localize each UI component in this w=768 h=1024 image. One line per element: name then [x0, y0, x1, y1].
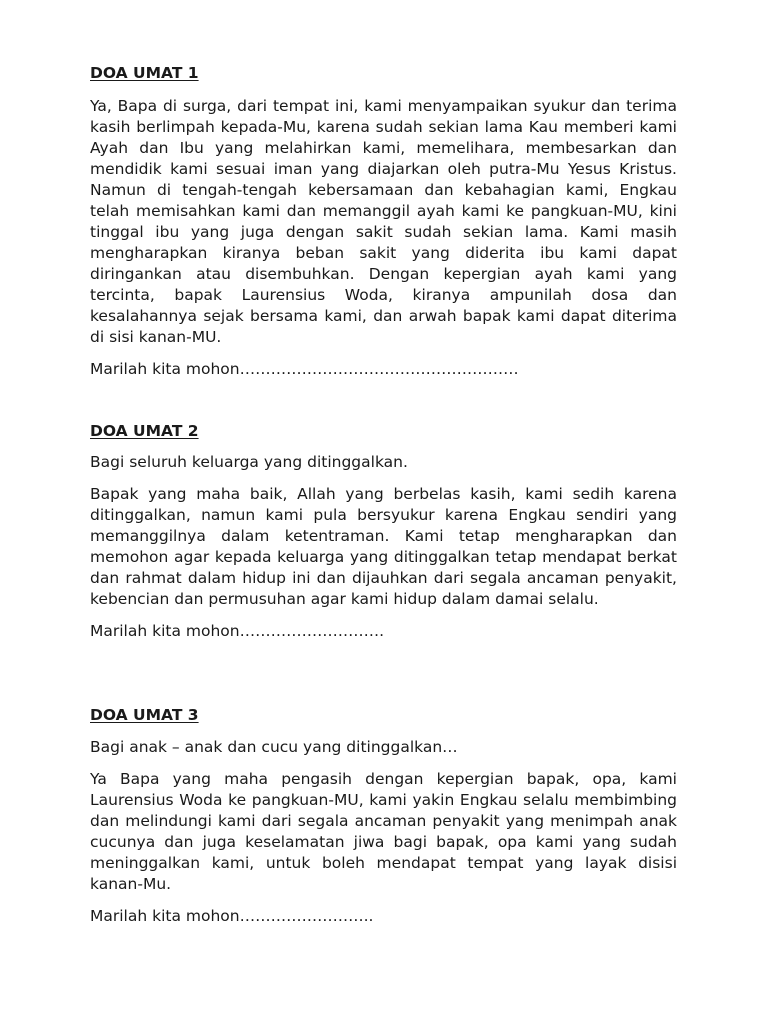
doa-umat-3-section	[90, 705, 677, 927]
doa-umat-3-title: DOA UMAT 3	[90, 706, 199, 724]
doa-umat-2-body: Bapak yang maha baik, Allah yang berbelas kasih, kami sedih karena ditinggalkan, namun kami pula bersyukur karena Engkau sendiri yang memanggilnya dalam ketentraman. Kami tetap mengharapkan dan memohon agar kepada keluarga yang ditinggalkan tetap mendapat berkat dan rahmat dalam hidup ini dan dijauhkan dari segala ancaman penyakit, kebencian dan permusuhan agar kami hidup dalam damai selalu.	[90, 485, 677, 608]
doa-umat-1-closing: Marilah kita mohon………………………………………………	[90, 360, 519, 378]
doa-umat-2-closing: Marilah kita mohon……………………….	[90, 622, 385, 640]
doa-umat-3-body: Ya Bapa yang maha pengasih dengan kepergian bapak, opa, kami Laurensius Woda ke pangkuan-MU, kami yakin Engkau selalu membimbing dan melindungi kami dari segala ancaman penyakit yang menimpah anak cucunya dan juga keselamatan jiwa bagi bapak, opa kami yang sudah meninggalkan kami, untuk boleh mendapat tempat yang layak disisi kanan-Mu.	[90, 770, 677, 893]
doa-umat-1-body: Ya, Bapa di surga, dari tempat ini, kami menyampaikan syukur dan terima kasih berlimpah kepada-Mu, karena sudah sekian lama Kau memberi kami Ayah dan Ibu yang melahirkan kami, memelihara, membesarkan dan mendidik kami sesuai iman yang diajarkan oleh putra-Mu Yesus Kristus. Namun di tengah-tengah kebersamaan dan kebahagian kami, Engkau telah memisahkan kami dan memanggil ayah kami ke pangkuan-MU, kini tinggal ibu yang juga dengan sakit sudah sekian lama. Kami masih mengharapkan kiranya beban sakit yang diderita ibu kami dapat diringankan atau disembuhkan. Dengan kepergian ayah kami yang tercinta, bapak Laurensius Woda, kiranya ampunilah dosa dan kesalahannya sejak bersama kami, dan arwah bapak kami dapat diterima di sisi kanan-MU.	[90, 97, 677, 346]
doa-umat-3-intro: Bagi anak – anak dan cucu yang ditinggalkan…	[90, 738, 458, 756]
doa-umat-1-title: DOA UMAT 1	[90, 64, 199, 82]
doa-umat-2-title: DOA UMAT 2	[90, 422, 199, 440]
doa-umat-1-section	[90, 63, 677, 380]
doa-umat-2-section	[90, 421, 677, 642]
doa-umat-3-closing: Marilah kita mohon……………………..	[90, 907, 374, 925]
doa-umat-2-intro: Bagi seluruh keluarga yang ditinggalkan.	[90, 453, 408, 471]
